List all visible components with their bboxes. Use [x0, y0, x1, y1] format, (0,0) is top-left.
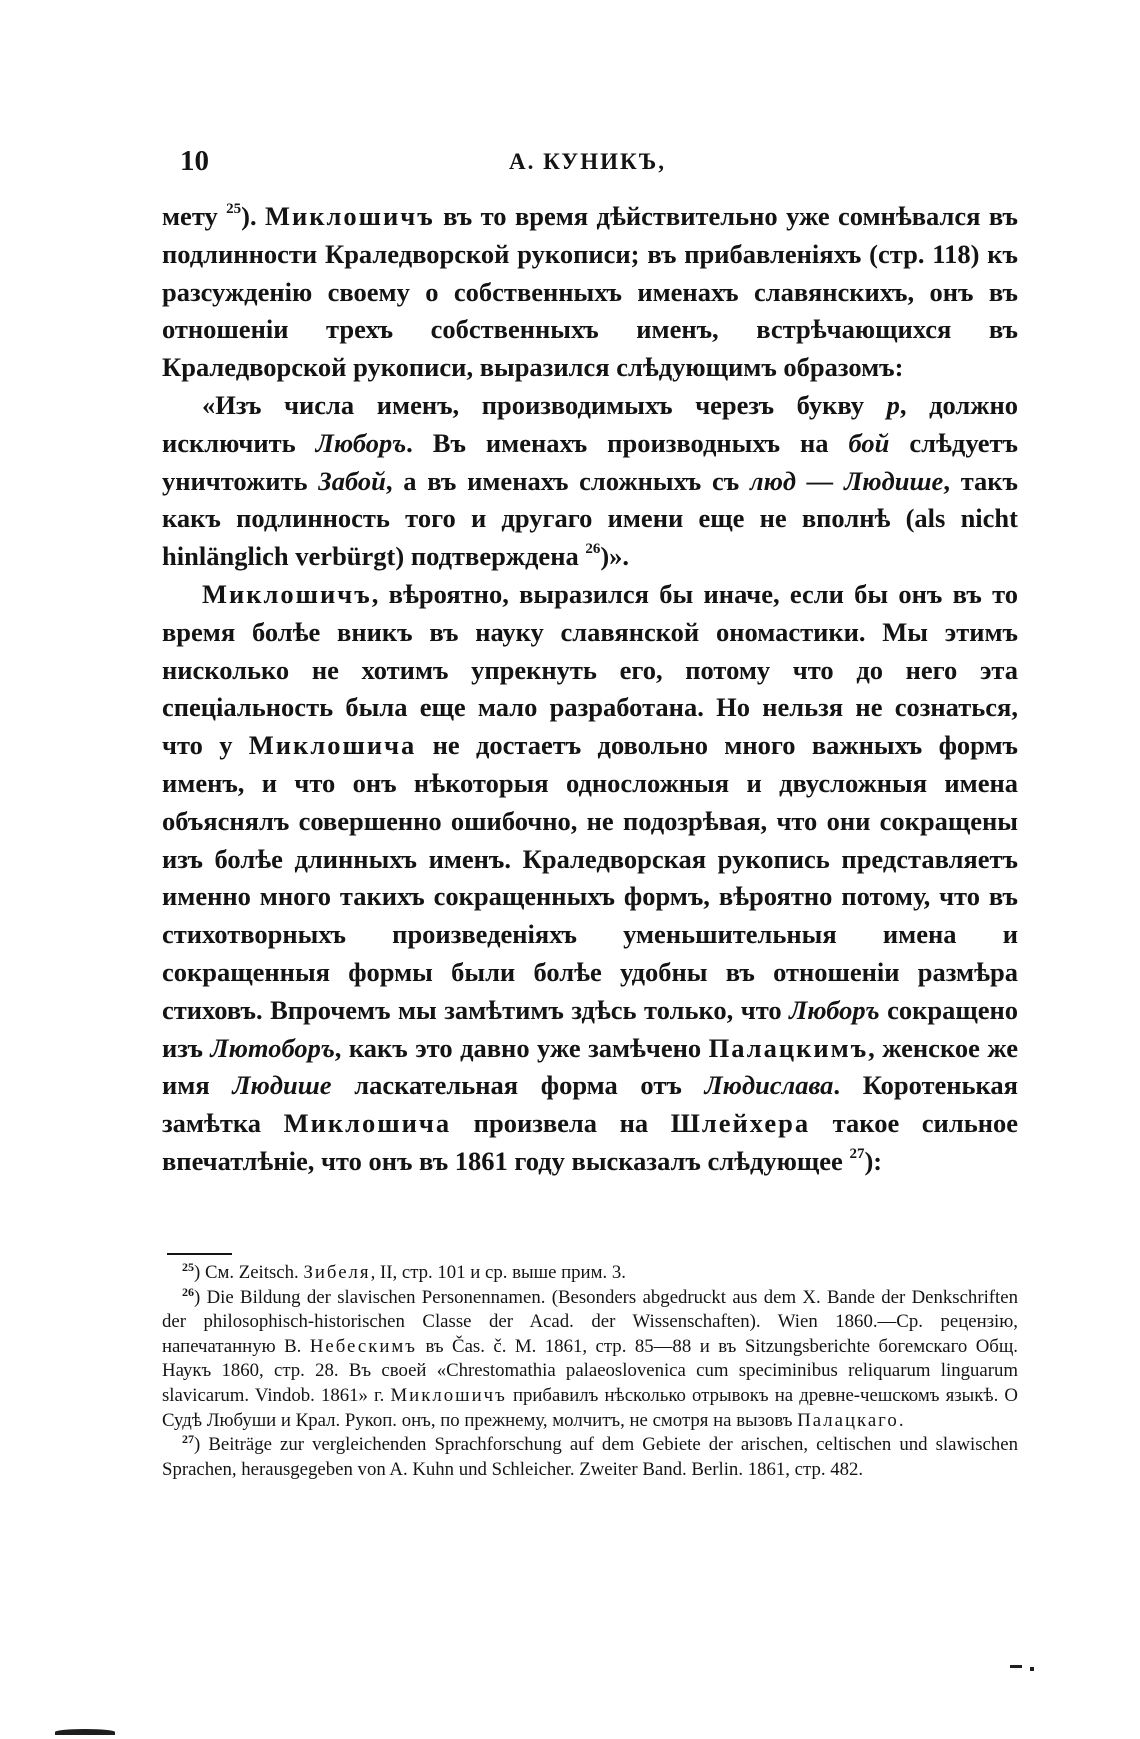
footnote-25 — [162, 1261, 1018, 1286]
text-span: мету — [162, 201, 227, 231]
footnote-26 — [162, 1286, 1018, 1434]
text-span: ) Die Bildung der slavischen Personennamen. (Besonders abgedruckt aus dem X. Bande der Denkschriften der philosophisch-historischen Classe der Acad. der Wissenschaften). Wien 1860.—Ср. рецензію, напечатанную В. — [162, 1286, 1018, 1357]
author-name: Миклошича — [248, 730, 417, 761]
author-name: Миклошичъ — [390, 1384, 507, 1406]
author-name: Миклошича — [283, 1108, 452, 1139]
author-name: Миклошичъ — [265, 201, 435, 231]
text-span: сокращено изъ — [162, 994, 1019, 1063]
text-span: не достаетъ довольно много важныхъ формъ именъ, и что онъ нѣкоторыя односложныя и двусложныя имена объяснялъ совершенно ошибочно, не подозрѣвая, что они сокращены изъ болѣе длинныхъ именъ. Краледворская рукопись представляетъ именно много такихъ сокращенныхъ формъ, вѣроятно потому, что въ стихотворныхъ произведеніяхъ уменьшительныя имена и сокращенныя формы были болѣе удобны въ отношеніи размѣра стиховъ. Впрочемъ мы замѣтимъ здѣсь только, что — [162, 730, 1018, 1025]
footnote-divider — [167, 1253, 232, 1255]
italic-letter: р — [886, 389, 900, 420]
footnotes — [162, 1261, 1018, 1482]
text-span: въ то время дѣйствительно уже сомнѣвался въ подлинности Краледворской рукописи; въ прибавленіяхъ (стр. 118) къ разсужденію своему о собственныхъ именахъ славянскихъ, онъ въ отношеніи трехъ собственныхъ именъ, встрѣчающихся въ Краледворской рукописи, выразился слѣдующимъ образомъ: — [162, 201, 1018, 383]
text-span: )». — [600, 541, 630, 572]
author-name: Зибеля — [303, 1262, 371, 1283]
text-span: . Коротенькая замѣтка — [162, 1070, 1018, 1139]
main-text — [162, 198, 1018, 1181]
author-name: Палацкимъ — [708, 1032, 869, 1063]
text-span: произвела на — [451, 1108, 671, 1139]
text-span: такое сильное впечатлѣніе, что онъ въ 1861 году высказалъ слѣдующее — [162, 1108, 1018, 1176]
paragraph-3 — [162, 576, 1018, 1181]
paragraph-1 — [162, 198, 1018, 387]
text-span: ласкательная форма отъ — [331, 1070, 705, 1101]
text-span: , женское же имя — [162, 1032, 1018, 1101]
text-span: , какъ это давно уже замѣчено — [334, 1032, 709, 1063]
italic-name: Людише — [232, 1070, 332, 1101]
italic-name: люд — Людише — [749, 465, 944, 496]
text-span: , такъ какъ подлинность того и другаго имени еще не вполнѣ (als nicht hinlänglich verbürgt) подтверждена — [162, 465, 1018, 572]
text-span: , а въ именахъ сложныхъ съ — [385, 465, 750, 496]
text-span: . Въ именахъ производныхъ на — [406, 427, 849, 458]
scan-speck — [1030, 1667, 1034, 1671]
footnote-number: 25 — [182, 1260, 194, 1274]
italic-name: Забой — [318, 465, 386, 496]
footnote-27 — [162, 1433, 1018, 1482]
running-title: А. КУНИКЪ, — [508, 149, 666, 174]
scan-speck — [55, 1729, 115, 1735]
footnote-ref-27: 27 — [849, 1145, 865, 1162]
text-span: , вѣроятно, выразился бы иначе, если бы онъ въ то время болѣе вникъ въ науку славянской ономастики. Мы этимъ нисколько не хотимъ упрекнуть его, потому что до него эта спеціальность была еще мало разработана. Но нельзя не сознаться, что у — [162, 578, 1018, 761]
author-name: Шлейхера — [670, 1108, 811, 1139]
text-span: . — [898, 1409, 904, 1431]
text-span: , должно исключить — [162, 389, 1018, 458]
footnote-ref-26: 26 — [585, 541, 601, 558]
quotation-paragraph — [162, 387, 1018, 576]
italic-name: Лютоборъ — [210, 1032, 335, 1063]
italic-name: Люборъ — [315, 427, 407, 458]
author-name: Палацкаго — [797, 1409, 899, 1431]
footnote-ref-25: 25 — [226, 201, 242, 217]
author-name: Небескимъ — [309, 1335, 417, 1357]
text-span: , II, стр. 101 и ср. выше прим. 3. — [370, 1262, 626, 1283]
text-span: ). — [241, 201, 265, 231]
text-span: прибавилъ нѣсколько отрывокъ на древне-чешскомъ языкѣ. О Судѣ Любуши и Крал. Рукоп. онъ, по прежнему, молчитъ, не смотря на вызовъ — [162, 1384, 1018, 1431]
text-span: ) Beiträge zur vergleichenden Sprachforschung auf dem Gebiete der arischen, celtischen und slawischen Sprachen, herausgegeben von A. Kuhn und Schleicher. Zweiter Band. Berlin. 1861, стр. 482. — [162, 1434, 1018, 1480]
author-name: Миклошичъ — [202, 578, 372, 609]
text-span: «Изъ числа именъ, производимыхъ черезъ букву — [202, 389, 887, 420]
italic-name: бой — [848, 427, 890, 458]
footnote-number: 26 — [182, 1284, 194, 1299]
text-span: ) См. Zeitsch. — [194, 1262, 304, 1283]
italic-name: Люборъ — [789, 994, 880, 1025]
scan-speck — [1010, 1665, 1022, 1668]
text-span: ): — [864, 1145, 883, 1176]
page-number: 10 — [180, 145, 209, 177]
italic-name: Людислава — [704, 1070, 834, 1101]
footnote-number: 27 — [182, 1432, 194, 1447]
running-head — [160, 145, 1015, 185]
text-span: слѣдуетъ уничтожить — [162, 427, 1018, 496]
text-span: въ Čas. č. M. 1861, стр. 85—88 и въ Sitzungsberichte богемскаго Общ. Наукъ 1860, стр. 28. Въ своей «Chrestomathia palaeoslovenica cum speciminibus reliquarum linguarum slavicarum. Vindob. 1861» г. — [162, 1335, 1018, 1406]
